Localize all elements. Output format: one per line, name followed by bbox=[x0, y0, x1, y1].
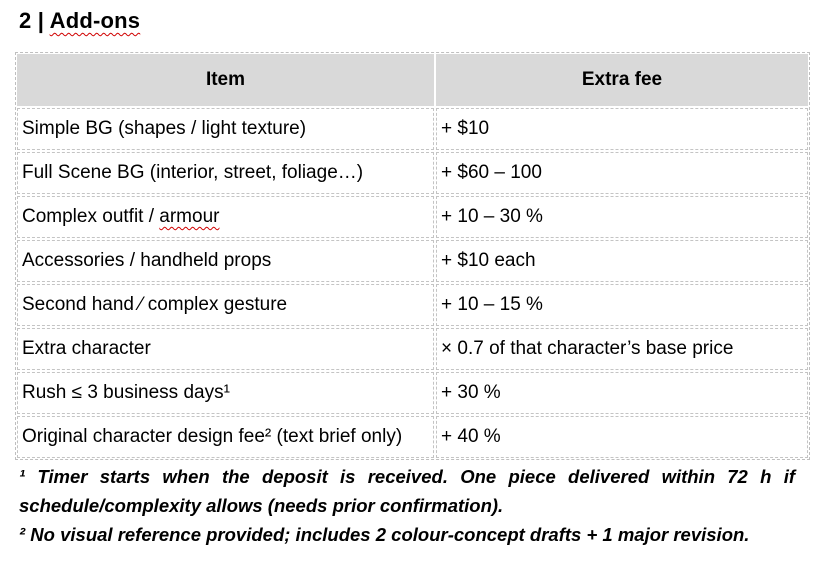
table-row bbox=[16, 151, 809, 195]
item-cell: Full Scene BG (interior, street, foliage…) bbox=[17, 152, 434, 194]
fee-cell: + 10 – 30 % bbox=[436, 196, 808, 238]
table-row bbox=[16, 195, 809, 239]
fee-cell: × 0.7 of that character’s base price bbox=[436, 328, 808, 370]
section-title: Add-ons bbox=[49, 8, 141, 33]
table-row bbox=[16, 371, 809, 415]
section-separator: | bbox=[37, 8, 45, 33]
item-cell: Rush ≤ 3 business days¹ bbox=[17, 372, 434, 414]
table-row bbox=[16, 239, 809, 283]
table-header-row bbox=[16, 53, 809, 107]
item-cell: Simple BG (shapes / light texture) bbox=[17, 108, 434, 150]
item-cell: Accessories / handheld props bbox=[17, 240, 434, 282]
fee-cell: + 30 % bbox=[436, 372, 808, 414]
footnote-2: ² No visual reference provided; includes 2 colour-concept drafts + 1 major revision. bbox=[19, 524, 750, 545]
footnotes bbox=[19, 462, 795, 549]
header-item: Item bbox=[17, 54, 434, 106]
table-row bbox=[16, 107, 809, 151]
section-number: 2 bbox=[19, 8, 32, 33]
fee-cell: + 10 – 15 % bbox=[436, 284, 808, 326]
header-extra-fee: Extra fee bbox=[436, 54, 808, 106]
item-cell: Second hand ⁄ complex gesture bbox=[17, 284, 434, 326]
fee-cell: + $60 – 100 bbox=[436, 152, 808, 194]
footnote-1: ¹ Timer starts when the deposit is received. One piece delivered within 72 h if schedule/complexity allows (needs prior confirmation). bbox=[19, 466, 795, 516]
spellcheck-flagged-word: armour bbox=[159, 206, 220, 227]
item-text: Complex outfit / bbox=[22, 206, 160, 227]
fee-cell: + 40 % bbox=[436, 416, 808, 458]
item-cell: Extra character bbox=[17, 328, 434, 370]
add-ons-table bbox=[15, 52, 810, 460]
fee-cell: + $10 each bbox=[436, 240, 808, 282]
table-row bbox=[16, 283, 809, 327]
table-row bbox=[16, 327, 809, 371]
fee-cell: + $10 bbox=[436, 108, 808, 150]
section-heading bbox=[19, 8, 140, 34]
table-row bbox=[16, 415, 809, 459]
item-cell: Original character design fee² (text brief only) bbox=[17, 416, 434, 458]
item-cell bbox=[17, 196, 434, 238]
